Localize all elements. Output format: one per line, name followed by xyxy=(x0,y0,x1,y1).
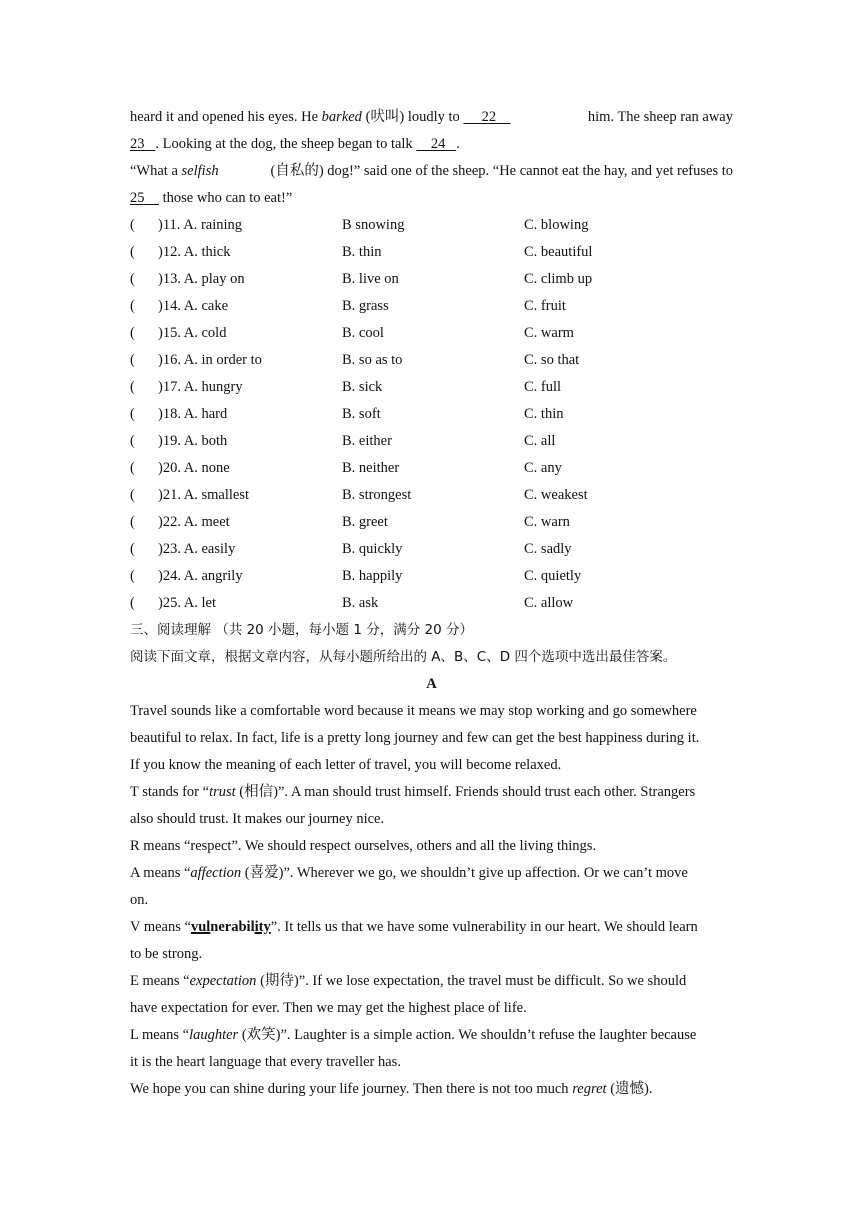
option-a: )12. A. thick xyxy=(158,244,231,260)
option-c: C. weakest xyxy=(524,487,588,503)
italic-word: expectation xyxy=(189,973,257,989)
option-b: B. quickly xyxy=(342,541,403,557)
section-heading: 三、阅读理解 （共 20 小题，每小题 1 分，满分 20 分） xyxy=(130,622,473,638)
answer-paren: ( xyxy=(130,541,135,557)
reading-line: V means “vulnerability”. It tells us that we have some vulnerability in our heart. We should learn xyxy=(130,919,698,935)
blank-22: 22 xyxy=(481,109,497,125)
option-c: C. climb up xyxy=(524,271,593,287)
question-row xyxy=(130,347,733,374)
reading-line: it is the heart language that every traveller has. xyxy=(130,1054,401,1070)
question-row xyxy=(130,428,733,455)
answer-paren: ( xyxy=(130,217,135,233)
reading-line: to be strong. xyxy=(130,946,203,962)
option-b: B. grass xyxy=(342,298,389,314)
italic-word: trust xyxy=(209,784,236,800)
option-b: B. greet xyxy=(342,514,388,530)
option-b: B. live on xyxy=(342,271,399,287)
blank-23: 23 xyxy=(130,136,145,152)
option-b: B. ask xyxy=(342,595,379,611)
italic-word: selfish xyxy=(181,163,219,179)
reading-line: If you know the meaning of each letter of travel, you will become relaxed. xyxy=(130,757,562,773)
italic-word: laughter xyxy=(189,1027,239,1043)
reading-line: A means “affection (喜爱)”. Wherever we go, we shouldn’t give up affection. Or we can’t move xyxy=(130,865,688,881)
passage-text: (自私的) dog!” said one of the sheep. “He cannot eat the hay, and yet refuses to xyxy=(270,163,733,179)
option-a: )15. A. cold xyxy=(158,325,227,341)
question-row xyxy=(130,563,733,590)
option-a: )25. A. let xyxy=(158,595,216,611)
option-a: )16. A. in order to xyxy=(158,352,262,368)
question-row xyxy=(130,320,733,347)
option-a: )24. A. angrily xyxy=(158,568,243,584)
option-b: B. happily xyxy=(342,568,403,584)
passage-text: (吠叫) loudly to xyxy=(361,109,464,125)
answer-paren: ( xyxy=(130,325,135,341)
answer-paren: ( xyxy=(130,298,135,314)
option-a: )22. A. meet xyxy=(158,514,230,530)
option-a: )21. A. smallest xyxy=(158,487,250,503)
question-row xyxy=(130,374,733,401)
option-c: C. full xyxy=(524,379,562,395)
reading-line: L means “laughter (欢笑)”. Laughter is a simple action. We shouldn’t refuse the laughter because xyxy=(130,1027,697,1043)
italic-word: barked xyxy=(321,109,362,125)
option-b: B. thin xyxy=(342,244,382,260)
reading-line: T stands for “trust (相信)”. A man should trust himself. Friends should trust each other. Strangers xyxy=(130,784,696,800)
option-c: C. any xyxy=(524,460,562,476)
option-c: C. warn xyxy=(524,514,570,530)
question-row xyxy=(130,590,733,617)
passage-text: . Looking at the dog, the sheep began to talk xyxy=(155,136,417,152)
reading-line: E means “expectation (期待)”. If we lose expectation, the travel must be difficult. So we should xyxy=(130,973,687,989)
answer-paren: ( xyxy=(130,271,135,287)
question-row xyxy=(130,536,733,563)
answer-paren: ( xyxy=(130,433,135,449)
reading-line: We hope you can shine during your life journey. Then there is not too much regret (遗憾). xyxy=(130,1081,653,1097)
answer-paren: ( xyxy=(130,595,135,611)
passage-title: A xyxy=(426,676,437,692)
option-a: )19. A. both xyxy=(158,433,228,449)
document-page xyxy=(130,104,733,1103)
answer-paren: ( xyxy=(130,460,135,476)
option-a: )18. A. hard xyxy=(158,406,228,422)
answer-paren: ( xyxy=(130,352,135,368)
question-row xyxy=(130,401,733,428)
question-list xyxy=(130,212,733,617)
answer-paren: ( xyxy=(130,487,135,503)
vulnerability-word: vulnerability xyxy=(190,919,271,935)
option-a: )23. A. easily xyxy=(158,541,236,557)
option-c: C. all xyxy=(524,433,556,449)
option-a: )20. A. none xyxy=(158,460,230,476)
question-row xyxy=(130,482,733,509)
passage-text: heard it and opened his eyes. He xyxy=(130,109,322,125)
answer-paren: ( xyxy=(130,379,135,395)
option-b: B. sick xyxy=(342,379,383,395)
option-b: B snowing xyxy=(342,217,405,233)
section-instruction: 阅读下面文章，根据文章内容，从每小题所给出的 A、B、C、D 四个选项中选出最佳答案。 xyxy=(130,649,677,665)
option-c: C. blowing xyxy=(524,217,589,233)
reading-line: R means “respect”. We should respect ourselves, others and all the living things. xyxy=(130,838,597,854)
option-a: )14. A. cake xyxy=(158,298,229,314)
option-b: B. cool xyxy=(342,325,384,341)
option-c: C. so that xyxy=(524,352,580,368)
reading-line: also should trust. It makes our journey nice. xyxy=(130,811,385,827)
blank-24: 24 xyxy=(430,136,446,152)
option-c: C. thin xyxy=(524,406,564,422)
option-b: B. so as to xyxy=(342,352,403,368)
option-c: C. quietly xyxy=(524,568,582,584)
question-row xyxy=(130,509,733,536)
passage-line: “What a selfish (自私的) dog!” said one of the sheep. “He cannot eat the hay, and yet refuses to xyxy=(130,158,733,185)
passage-line xyxy=(130,185,733,212)
question-row xyxy=(130,212,733,239)
answer-paren: ( xyxy=(130,406,135,422)
option-a: )13. A. play on xyxy=(158,271,245,287)
option-b: B. strongest xyxy=(342,487,412,503)
option-a: )11. A. raining xyxy=(158,217,243,233)
question-row xyxy=(130,239,733,266)
reading-line: beautiful to relax. In fact, life is a pretty long journey and few can get the best happiness during it. xyxy=(130,730,700,746)
option-c: C. sadly xyxy=(524,541,572,557)
question-row xyxy=(130,455,733,482)
question-row xyxy=(130,266,733,293)
option-c: C. allow xyxy=(524,595,574,611)
option-b: B. soft xyxy=(342,406,381,422)
question-row xyxy=(130,293,733,320)
passage-text: him. The sheep ran away xyxy=(587,109,733,125)
option-b: B. neither xyxy=(342,460,400,476)
answer-paren: ( xyxy=(130,514,135,530)
reading-line: have expectation for ever. Then we may get the highest place of life. xyxy=(130,1000,527,1016)
passage-line: 23 . Looking at the dog, the sheep began to talk 24 . xyxy=(130,131,733,158)
option-c: C. beautiful xyxy=(524,244,593,260)
option-b: B. either xyxy=(342,433,392,449)
italic-word: regret xyxy=(572,1081,607,1097)
answer-paren: ( xyxy=(130,568,135,584)
option-c: C. fruit xyxy=(524,298,566,314)
answer-paren: ( xyxy=(130,244,135,260)
option-c: C. warm xyxy=(524,325,574,341)
option-a: )17. A. hungry xyxy=(158,379,243,395)
reading-line: Travel sounds like a comfortable word because it means we may stop working and go somewhere xyxy=(130,703,697,719)
italic-word: affection xyxy=(190,865,242,881)
passage-text: those who can to eat!” xyxy=(159,190,293,206)
passage-line xyxy=(130,104,733,131)
blank-25: 25 xyxy=(130,190,145,206)
reading-line: on. xyxy=(130,892,149,908)
